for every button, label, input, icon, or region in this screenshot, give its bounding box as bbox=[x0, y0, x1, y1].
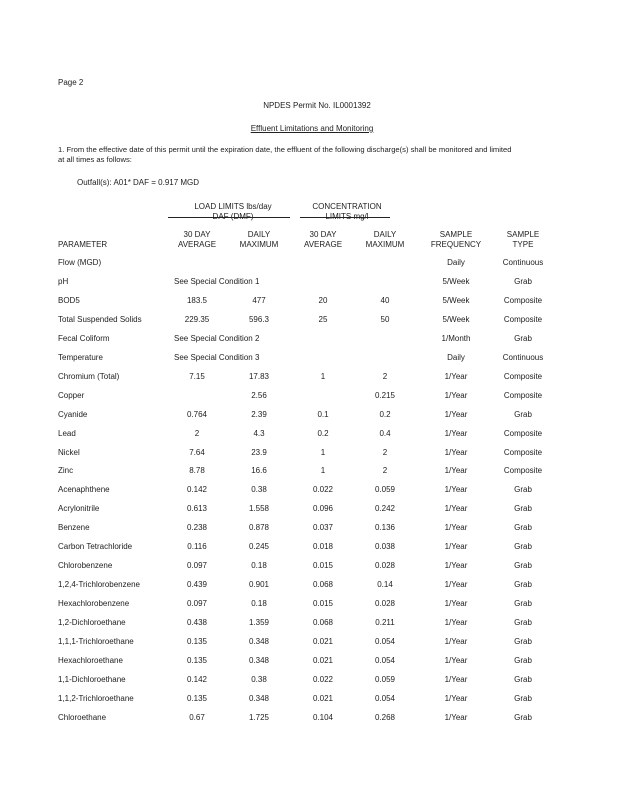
parameter-name: 1,2,4-Trichlorobenzene bbox=[58, 580, 140, 590]
cell-freq: 1/Year bbox=[444, 371, 468, 381]
cell-type: Grab bbox=[514, 523, 532, 533]
cell-freq: Daily bbox=[447, 258, 465, 267]
cell-cm: 0.038 bbox=[374, 542, 396, 552]
cell-freq: 1/Year bbox=[444, 618, 468, 628]
parameter-name: Total Suspended Solids bbox=[58, 314, 142, 324]
special-condition-note: See Special Condition 3 bbox=[174, 352, 260, 362]
cell-lm: 23.9 bbox=[251, 447, 267, 457]
special-condition-note: See Special Condition 2 bbox=[174, 333, 260, 343]
col-text: MAXIMUM bbox=[239, 240, 279, 249]
cell-la: 0.439 bbox=[186, 580, 208, 590]
cell-lm: 0.348 bbox=[248, 693, 270, 703]
col-text: DAILY bbox=[373, 230, 397, 239]
cell-la: 0.438 bbox=[186, 618, 208, 628]
cell-type: Grab bbox=[514, 542, 532, 552]
cell-lm: 596.3 bbox=[248, 314, 270, 324]
cell-la: 0.135 bbox=[186, 693, 208, 703]
cell-ca: 0.2 bbox=[317, 428, 329, 438]
cell-lm: 4.3 bbox=[253, 428, 265, 438]
cell-freq: 5/Week bbox=[442, 276, 470, 286]
cell-lm: 1.558 bbox=[248, 504, 270, 514]
cell-ca: 0.021 bbox=[312, 693, 334, 703]
cell-ca: 0.1 bbox=[317, 409, 329, 419]
parameter-name: 1,1-Dichloroethane bbox=[58, 674, 126, 684]
parameter-name: Acrylonitrile bbox=[58, 504, 100, 514]
cell-cm: 0.14 bbox=[377, 580, 393, 590]
cell-cm: 0.4 bbox=[379, 428, 391, 438]
cell-lm: 17.83 bbox=[248, 371, 270, 381]
cell-ca: 1 bbox=[320, 371, 326, 381]
cell-freq: 5/Week bbox=[442, 295, 470, 305]
cell-type: Grab bbox=[514, 580, 532, 590]
cell-cm: 0.059 bbox=[374, 674, 396, 684]
special-condition-note: See Special Condition 1 bbox=[174, 276, 260, 286]
cell-freq: 1/Year bbox=[444, 674, 468, 684]
col-load-avg bbox=[178, 230, 216, 250]
cell-cm: 0.028 bbox=[374, 561, 396, 571]
col-text: 30 DAY bbox=[309, 230, 337, 239]
cell-la: 183.5 bbox=[186, 295, 208, 305]
cell-ca: 0.021 bbox=[312, 637, 334, 646]
load-limits-header bbox=[194, 202, 271, 222]
col-type bbox=[507, 230, 539, 250]
cell-ca: 0.022 bbox=[312, 485, 334, 495]
cell-ca: 0.104 bbox=[312, 712, 334, 722]
cell-lm: 0.348 bbox=[248, 655, 270, 665]
cell-freq: 1/Year bbox=[444, 561, 468, 571]
cell-la: 0.238 bbox=[186, 523, 208, 533]
parameter-name: Temperature bbox=[58, 352, 103, 362]
cell-lm: 16.6 bbox=[251, 466, 267, 476]
cell-type: Grab bbox=[514, 674, 532, 684]
col-conc-avg bbox=[304, 230, 342, 250]
col-text: 30 DAY bbox=[183, 230, 211, 239]
cell-la: 2 bbox=[194, 428, 200, 438]
cell-type: Composite bbox=[503, 314, 543, 324]
cell-freq: 1/Year bbox=[444, 409, 468, 419]
cell-ca: 1 bbox=[320, 447, 326, 457]
cell-type: Continuous bbox=[502, 352, 544, 362]
cell-cm: 0.054 bbox=[374, 693, 396, 703]
cell-freq: 1/Year bbox=[444, 504, 468, 514]
load-limits-line2: DAF (DMF) bbox=[212, 212, 254, 221]
cell-type: Composite bbox=[503, 390, 543, 400]
col-text: MAXIMUM bbox=[365, 240, 405, 249]
cell-ca: 0.015 bbox=[312, 561, 334, 571]
parameter-name: 1,1,2-Trichloroethane bbox=[58, 693, 134, 703]
cell-la: 0.135 bbox=[186, 655, 208, 665]
cell-ca: 0.021 bbox=[312, 655, 334, 665]
col-text: DAILY bbox=[247, 230, 271, 239]
cell-la: 0.116 bbox=[187, 542, 207, 552]
intro-line-2: at all times as follows: bbox=[58, 155, 132, 164]
cell-type: Grab bbox=[514, 693, 532, 703]
col-text: SAMPLE bbox=[439, 230, 473, 239]
cell-freq: 1/Year bbox=[444, 390, 468, 400]
cell-cm: 0.136 bbox=[374, 523, 396, 533]
concentration-line1: CONCENTRATION bbox=[312, 202, 382, 211]
parameter-name: Chloroethane bbox=[58, 712, 107, 722]
cell-freq: 1/Year bbox=[444, 447, 468, 457]
cell-lm: 1.725 bbox=[248, 712, 270, 722]
cell-lm: 2.56 bbox=[251, 390, 267, 400]
cell-la: 0.67 bbox=[189, 712, 205, 722]
cell-cm: 2 bbox=[382, 466, 388, 476]
cell-type: Grab bbox=[514, 504, 532, 514]
cell-lm: 2.39 bbox=[251, 409, 267, 419]
cell-type: Grab bbox=[514, 485, 532, 495]
cell-cm: 0.054 bbox=[374, 637, 396, 646]
cell-la: 229.35 bbox=[184, 314, 210, 324]
cell-lm: 0.878 bbox=[248, 523, 270, 533]
cell-ca: 0.015 bbox=[312, 599, 334, 609]
cell-type: Grab bbox=[514, 618, 532, 628]
cell-type: Grab bbox=[514, 655, 532, 665]
cell-cm: 50 bbox=[380, 314, 390, 324]
cell-ca: 0.037 bbox=[312, 523, 334, 533]
cell-lm: 477 bbox=[252, 295, 266, 305]
cell-freq: 1/Year bbox=[444, 466, 468, 476]
cell-lm: 0.38 bbox=[251, 674, 267, 684]
parameter-name: Lead bbox=[58, 428, 76, 438]
parameter-name: Chromium (Total) bbox=[58, 371, 120, 381]
cell-ca: 0.068 bbox=[312, 618, 334, 628]
cell-la: 7.64 bbox=[189, 447, 205, 457]
cell-type: Composite bbox=[503, 371, 543, 381]
cell-cm: 0.028 bbox=[374, 599, 396, 609]
cell-freq: 1/Year bbox=[444, 655, 468, 665]
cell-type: Grab bbox=[514, 409, 532, 419]
cell-cm: 0.054 bbox=[374, 655, 396, 665]
cell-type: Grab bbox=[514, 561, 532, 571]
parameter-name: pH bbox=[58, 276, 69, 286]
cell-lm: 0.348 bbox=[248, 637, 270, 646]
cell-type: Grab bbox=[514, 276, 532, 286]
col-conc-max bbox=[366, 230, 405, 250]
cell-type: Composite bbox=[503, 295, 543, 305]
cell-type: Grab bbox=[514, 712, 532, 722]
cell-la: 8.78 bbox=[189, 466, 205, 476]
cell-freq: 1/Month bbox=[441, 333, 471, 343]
col-load-max bbox=[240, 230, 279, 250]
cell-freq: 1/Year bbox=[444, 599, 468, 609]
cell-ca: 1 bbox=[320, 466, 326, 476]
parameter-name: 1,1,1-Trichloroethane bbox=[58, 637, 134, 646]
intro-line-1: 1. From the effective date of this permit until the expiration date, the effluent of the following discharge(s) shall be monitored and limited bbox=[58, 145, 512, 154]
cell-cm: 0.268 bbox=[374, 712, 396, 722]
parameter-name: Flow (MGD) bbox=[58, 258, 102, 267]
cell-la: 0.764 bbox=[186, 409, 208, 419]
cell-cm: 0.215 bbox=[374, 390, 396, 400]
cell-ca: 20 bbox=[318, 295, 328, 305]
concentration-rule bbox=[300, 217, 390, 218]
cell-freq: 1/Year bbox=[444, 428, 468, 438]
cell-ca: 0.068 bbox=[312, 580, 334, 590]
cell-type: Composite bbox=[503, 466, 543, 476]
cell-ca: 0.022 bbox=[312, 674, 334, 684]
parameter-name: BOD5 bbox=[58, 295, 80, 305]
cell-lm: 0.245 bbox=[248, 542, 270, 552]
cell-type: Grab bbox=[514, 333, 532, 343]
cell-freq: 1/Year bbox=[444, 580, 468, 590]
col-parameter: PARAMETER bbox=[58, 240, 108, 249]
cell-ca: 0.096 bbox=[312, 504, 334, 514]
cell-cm: 40 bbox=[380, 295, 390, 305]
cell-cm: 2 bbox=[382, 371, 388, 381]
permit-title: NPDES Permit No. IL0001392 bbox=[263, 101, 371, 110]
cell-la: 0.097 bbox=[186, 599, 208, 609]
parameter-name: Chlorobenzene bbox=[58, 561, 113, 571]
parameter-name: Carbon Tetrachloride bbox=[58, 542, 133, 552]
parameter-name: Acenaphthene bbox=[58, 485, 110, 495]
cell-la: 0.142 bbox=[186, 674, 208, 684]
cell-ca: 0.018 bbox=[312, 542, 334, 552]
cell-type: Composite bbox=[503, 447, 543, 457]
cell-cm: 0.059 bbox=[374, 485, 396, 495]
cell-type: Continuous bbox=[502, 258, 544, 267]
cell-la: 0.135 bbox=[186, 637, 208, 646]
cell-freq: 1/Year bbox=[444, 712, 468, 722]
cell-la: 0.613 bbox=[186, 504, 208, 514]
load-limits-rule bbox=[168, 217, 290, 218]
parameter-name: Zinc bbox=[58, 466, 74, 476]
cell-freq: Daily bbox=[447, 352, 465, 362]
parameter-name: Hexachlorobenzene bbox=[58, 599, 130, 609]
parameter-name: Hexachloroethane bbox=[58, 655, 123, 665]
cell-cm: 2 bbox=[382, 447, 388, 457]
col-text: AVERAGE bbox=[177, 240, 217, 249]
load-limits-line1: LOAD LIMITS lbs/day bbox=[194, 202, 272, 211]
cell-cm: 0.2 bbox=[379, 409, 391, 419]
cell-type: Grab bbox=[514, 599, 532, 609]
cell-lm: 1.359 bbox=[248, 618, 270, 628]
cell-lm: 0.901 bbox=[248, 580, 270, 590]
col-frequency bbox=[431, 230, 481, 250]
cell-freq: 1/Year bbox=[444, 637, 468, 646]
cell-freq: 1/Year bbox=[444, 542, 468, 552]
parameter-name: Benzene bbox=[58, 523, 90, 533]
cell-freq: 5/Week bbox=[442, 314, 470, 324]
page-label: Page 2 bbox=[58, 78, 84, 87]
cell-cm: 0.242 bbox=[374, 504, 396, 514]
cell-freq: 1/Year bbox=[444, 523, 468, 533]
cell-la: 0.097 bbox=[186, 561, 208, 571]
cell-freq: 1/Year bbox=[444, 693, 468, 703]
col-text: AVERAGE bbox=[303, 240, 343, 249]
parameter-name: Cyanide bbox=[58, 409, 88, 419]
cell-la: 0.142 bbox=[186, 485, 208, 495]
col-text: FREQUENCY bbox=[430, 240, 482, 249]
col-text: SAMPLE bbox=[506, 230, 540, 239]
cell-lm: 0.38 bbox=[251, 485, 267, 495]
cell-lm: 0.18 bbox=[251, 599, 267, 609]
cell-type: Grab bbox=[514, 637, 532, 646]
col-text: TYPE bbox=[512, 240, 534, 249]
parameter-name: 1,2-Dichloroethane bbox=[58, 618, 126, 628]
cell-type: Composite bbox=[503, 428, 543, 438]
cell-lm: 0.18 bbox=[251, 561, 267, 571]
parameter-name: Fecal Coliform bbox=[58, 333, 110, 343]
cell-la: 7.15 bbox=[189, 371, 205, 381]
cell-ca: 25 bbox=[318, 314, 328, 324]
outfall-info: Outfall(s): A01* DAF = 0.917 MGD bbox=[77, 178, 200, 187]
concentration-limits-header bbox=[312, 202, 381, 222]
cell-cm: 0.211 bbox=[375, 618, 395, 628]
parameter-name: Copper bbox=[58, 390, 85, 400]
concentration-line2: LIMITS mg/l bbox=[325, 212, 369, 221]
cell-freq: 1/Year bbox=[444, 485, 468, 495]
section-title: Effluent Limitations and Monitoring bbox=[250, 124, 374, 133]
parameter-name: Nickel bbox=[58, 447, 80, 457]
